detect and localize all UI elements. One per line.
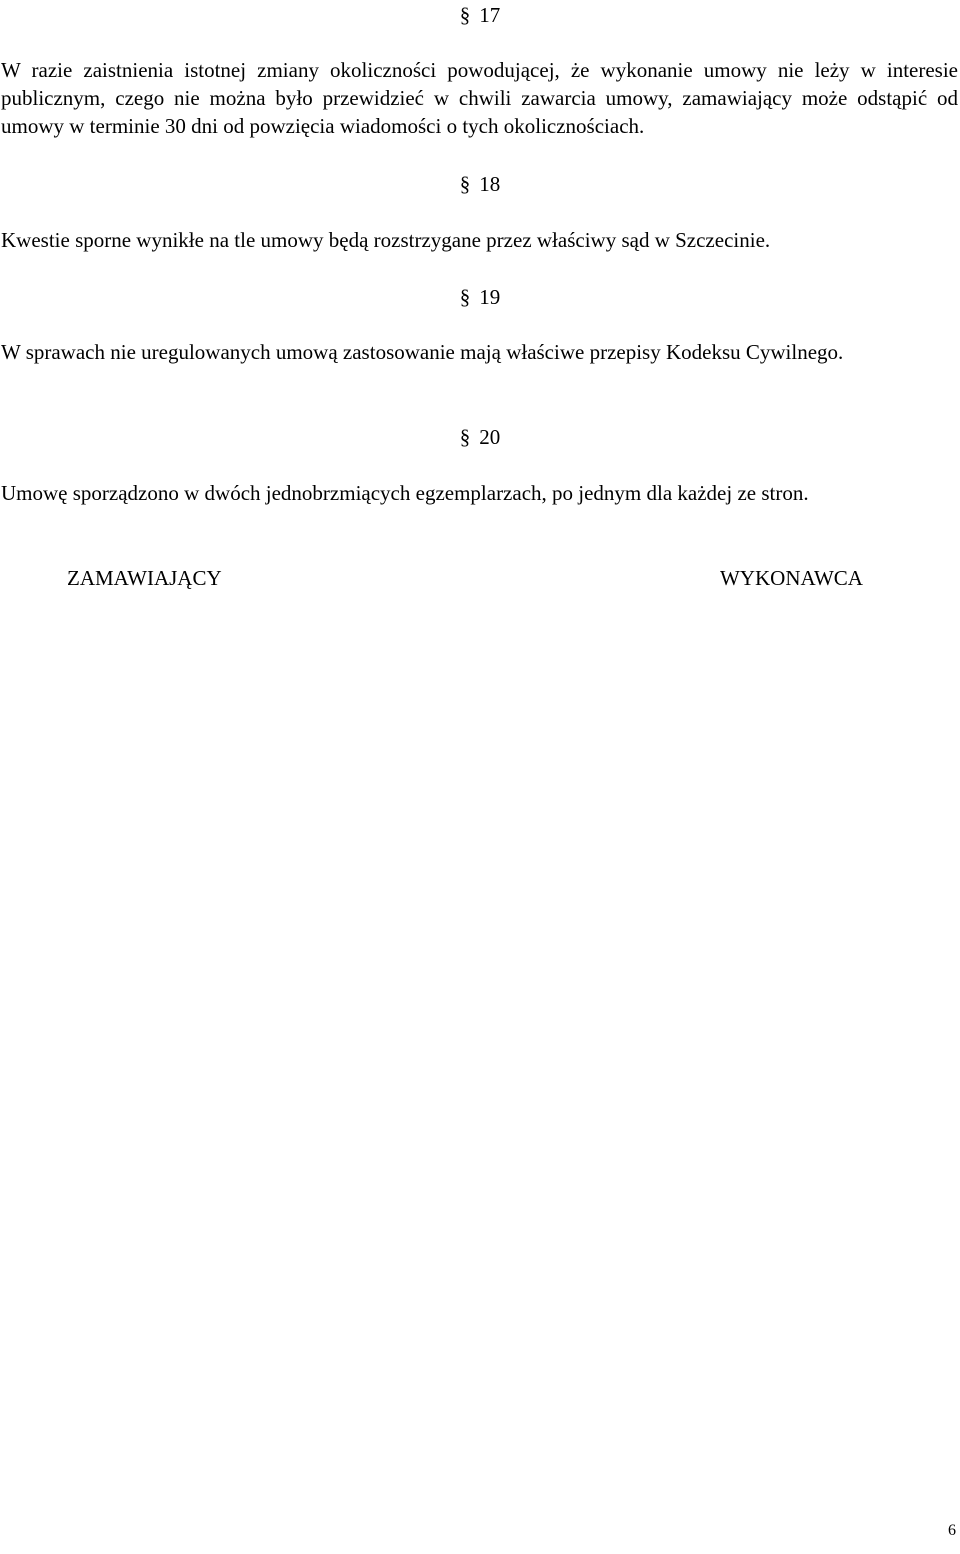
section-18-heading <box>0 171 960 197</box>
section-symbol: § <box>459 172 471 196</box>
section-number: 19 <box>479 285 501 309</box>
section-17-text: W razie zaistnienia istotnej zmiany okoliczności powodującej, że wykonanie umowy nie leży w interesie publicznym, czego nie można było przewidzieć w chwili zawarcia umowy, zamawiający może odstąpić od umowy w terminie 30 dni od powzięcia wiadomości o tych okolicznościach. <box>1 58 958 138</box>
section-17-heading <box>0 2 960 28</box>
section-number: 17 <box>479 3 501 27</box>
section-20-heading <box>0 424 960 450</box>
signature-zamawiajacy: ZAMAWIAJĄCY <box>67 566 222 590</box>
section-symbol: § <box>459 425 471 449</box>
page-number: 6 <box>948 1522 956 1539</box>
section-symbol: § <box>459 3 471 27</box>
section-20-text: Umowę sporządzono w dwóch jednobrzmiących egzemplarzach, po jednym dla każdej ze stron. <box>1 481 809 505</box>
section-18-text: Kwestie sporne wynikłe na tle umowy będą rozstrzygane przez właściwy sąd w Szczecinie. <box>1 228 771 252</box>
section-number: 18 <box>479 172 501 196</box>
section-symbol: § <box>459 285 471 309</box>
section-19-heading <box>0 284 960 310</box>
section-number: 20 <box>479 425 501 449</box>
section-19-text: W sprawach nie uregulowanych umową zastosowanie mają właściwe przepisy Kodeksu Cywilnego. <box>1 340 844 364</box>
signature-wykonawca: WYKONAWCA <box>720 566 863 590</box>
